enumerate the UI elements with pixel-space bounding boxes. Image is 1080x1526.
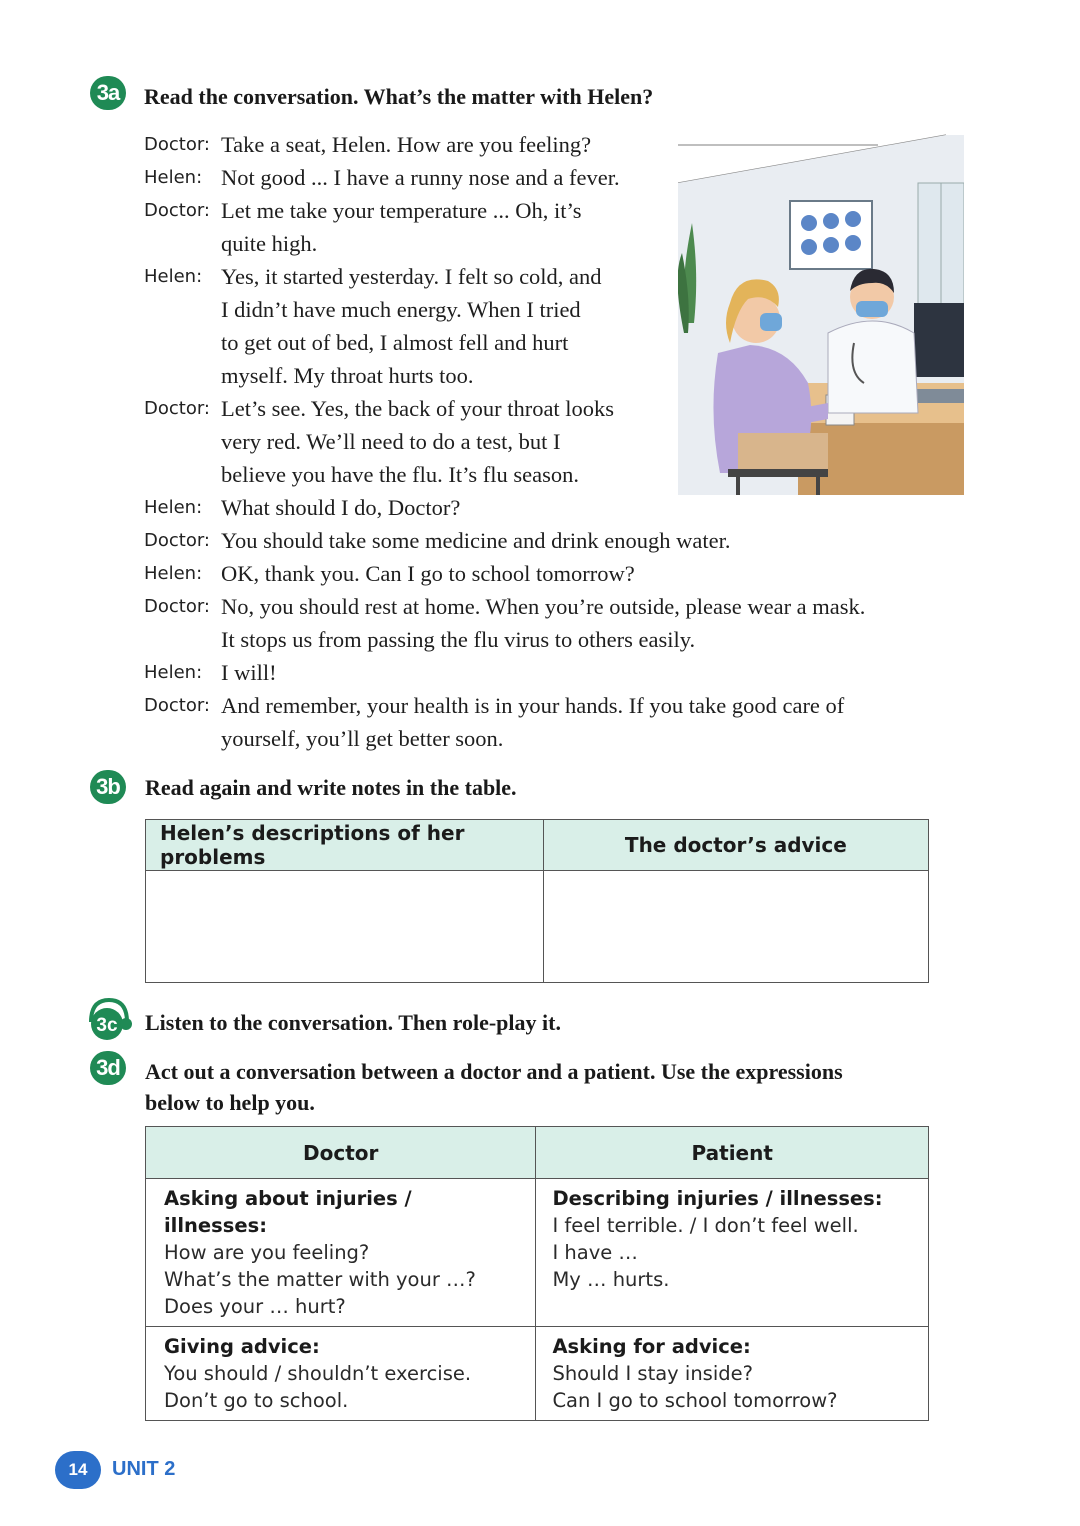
expressions-header-patient: Patient <box>536 1127 929 1179</box>
speaker: Doctor: <box>144 398 210 419</box>
utterance: And remember, your health is in your hands. If you take good care of <box>221 692 845 718</box>
dialog-line <box>144 557 944 590</box>
utterance: I didn’t have much energy. When I tried <box>221 296 581 322</box>
utterance: very red. We’ll need to do a test, but I <box>221 428 561 454</box>
expressions-header-doctor: Doctor <box>146 1127 536 1179</box>
dialog-line <box>144 524 944 557</box>
utterance: quite high. <box>221 230 318 256</box>
section-3a-instruction: Read the conversation. What’s the matter with Helen? <box>144 84 654 109</box>
utterance: yourself, you’ll get better soon. <box>221 725 504 751</box>
cell-line: I have … <box>552 1241 638 1264</box>
dialog-line <box>144 689 944 722</box>
dialog-line <box>144 590 944 623</box>
section-3d-instruction-line2: below to help you. <box>145 1090 315 1115</box>
speaker: Doctor: <box>144 134 210 155</box>
cell-line: Can I go to school tomorrow? <box>552 1389 838 1412</box>
patient-cell-asking <box>536 1327 929 1421</box>
dialog-line <box>144 491 944 524</box>
doctor-cell-asking <box>146 1179 536 1327</box>
expressions-table <box>145 1126 929 1421</box>
utterance: OK, thank you. Can I go to school tomorrow? <box>221 560 635 586</box>
utterance: What should I do, Doctor? <box>221 494 461 520</box>
dialog-line <box>144 722 944 755</box>
cell-title: Asking about injuries / illnesses: <box>164 1187 412 1237</box>
dialog-line <box>144 623 944 656</box>
cell-title: Asking for advice: <box>552 1335 751 1358</box>
notes-header-problems: Helen’s descriptions of her problems <box>146 820 544 871</box>
cell-line: You should / shouldn’t exercise. <box>164 1362 472 1385</box>
cell-line: Should I stay inside? <box>552 1362 753 1385</box>
speaker: Helen: <box>144 662 203 683</box>
section-3c-badge: 3c <box>96 1015 118 1036</box>
utterance: I will! <box>221 659 277 685</box>
speaker: Doctor: <box>144 530 210 551</box>
doctor-cell-advice <box>146 1327 536 1421</box>
cell-title: Describing injuries / illnesses: <box>552 1187 883 1210</box>
utterance: myself. My throat hurts too. <box>221 362 474 388</box>
utterance: Let me take your temperature ... Oh, it’s <box>221 197 582 223</box>
unit-label: UNIT 2 <box>112 1458 176 1480</box>
utterance: It stops us from passing the flu virus to others easily. <box>221 626 696 652</box>
utterance: No, you should rest at home. When you’re outside, please wear a mask. <box>221 593 866 619</box>
section-3c-instruction: Listen to the conversation. Then role-play it. <box>145 1010 561 1035</box>
speaker: Helen: <box>144 497 203 518</box>
section-3d-badge: 3d <box>90 1051 126 1085</box>
headphones-icon <box>83 996 133 1042</box>
speaker: Helen: <box>144 167 203 188</box>
cell-line: Don’t go to school. <box>164 1389 349 1412</box>
cell-line: Does your … hurt? <box>164 1295 346 1318</box>
section-3a-badge: 3a <box>90 76 126 110</box>
dialog-line <box>144 656 944 689</box>
doctor-office-illustration <box>678 133 964 495</box>
notes-cell-problems[interactable] <box>146 871 544 983</box>
utterance: Let’s see. Yes, the back of your throat looks <box>221 395 615 421</box>
page-number: 14 <box>55 1451 101 1489</box>
utterance: You should take some medicine and drink enough water. <box>221 527 731 553</box>
cell-line: I feel terrible. / I don’t feel well. <box>552 1214 859 1237</box>
speaker: Helen: <box>144 266 203 287</box>
speaker: Doctor: <box>144 200 210 221</box>
cell-line: How are you feeling? <box>164 1241 370 1264</box>
speaker: Doctor: <box>144 596 210 617</box>
cell-title: Giving advice: <box>164 1335 320 1358</box>
notes-header-advice: The doctor’s advice <box>543 820 928 871</box>
cell-line: My … hurts. <box>552 1268 670 1291</box>
speaker: Helen: <box>144 563 203 584</box>
section-3b-instruction: Read again and write notes in the table. <box>145 775 517 800</box>
utterance: Yes, it started yesterday. I felt so cold, and <box>221 263 602 289</box>
utterance: believe you have the flu. It’s flu season. <box>221 461 580 487</box>
notes-table <box>145 819 929 983</box>
cell-line: What’s the matter with your …? <box>164 1268 476 1291</box>
section-3b-badge: 3b <box>90 770 126 804</box>
utterance: to get out of bed, I almost fell and hurt <box>221 329 569 355</box>
notes-cell-advice[interactable] <box>543 871 928 983</box>
patient-cell-describing <box>536 1179 929 1327</box>
utterance: Take a seat, Helen. How are you feeling? <box>221 131 592 157</box>
section-3d-instruction <box>145 1056 843 1118</box>
section-3d-instruction-line1: Act out a conversation between a doctor and a patient. Use the expressions <box>145 1059 843 1084</box>
utterance: Not good ... I have a runny nose and a fever. <box>221 164 620 190</box>
speaker: Doctor: <box>144 695 210 716</box>
